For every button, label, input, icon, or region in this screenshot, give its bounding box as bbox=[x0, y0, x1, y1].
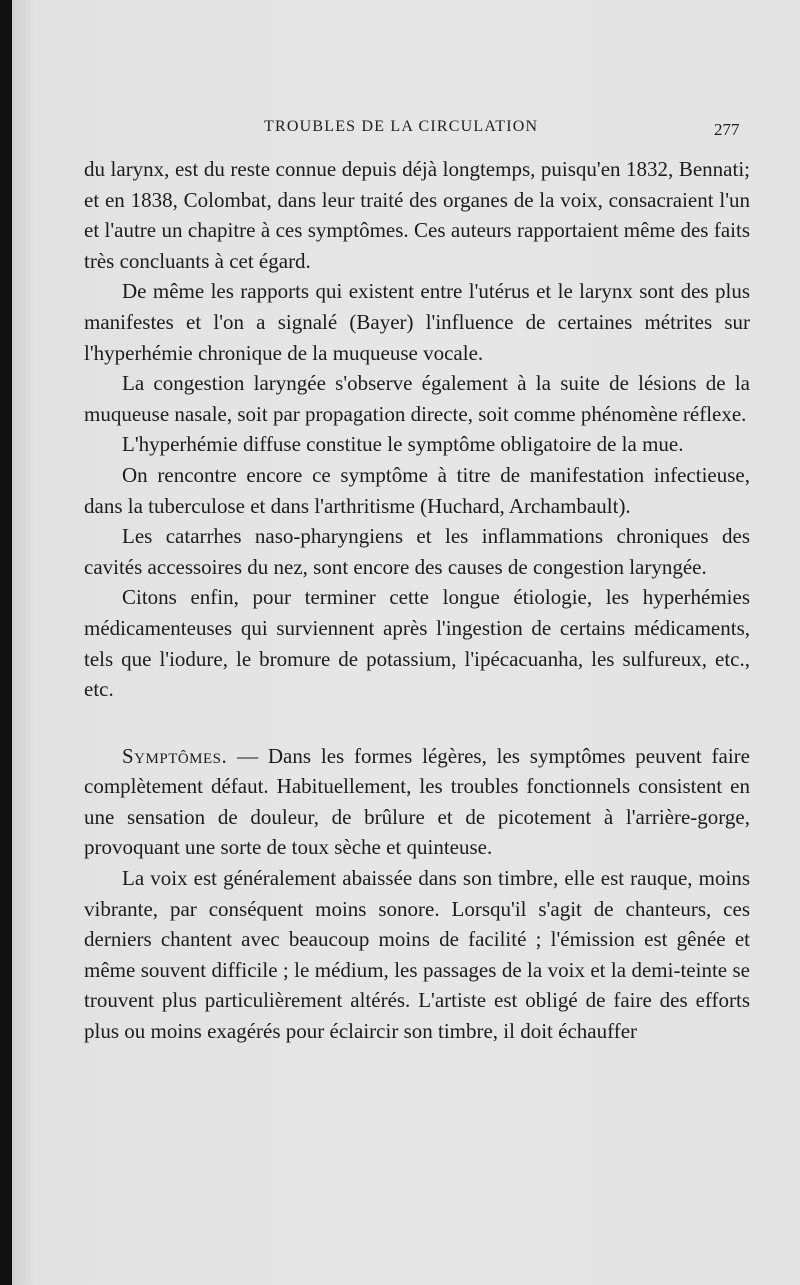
paragraph-medications: Citons enfin, pour terminer cette longue étiologie, les hyperhémies médicamenteuses qui surviennent après l'ingestion de certains médicaments, tels que l'iodure, le bromure de potassium, l'ipécacuanha, les sulfureux, etc., etc. bbox=[84, 585, 750, 702]
running-title: TROUBLES DE LA CIRCULATION bbox=[264, 118, 539, 135]
paragraph-mue: L'hyperhémie diffuse constitue le symptôme obligatoire de la mue. bbox=[122, 432, 684, 457]
paragraph-voice: La voix est généralement abaissée dans son timbre, elle est rauque, moins vibrante, par conséquent moins sonore. Lorsqu'il s'agit de chanteurs, ces derniers chantent avec beaucoup moins de facilité ; l'émission est gênée et même souvent difficile ; le médium, les passages de la voix et la demi-teinte se trouvent plus particulièrement altérés. L'artiste est obligé de faire des efforts plus ou moins exagérés pour éclaircir son timbre, il doit échauffer bbox=[84, 866, 750, 1044]
section-heading: Symptômes. bbox=[122, 743, 228, 768]
paragraph-infectious: On rencontre encore ce symptôme à titre de manifestation infectieuse, dans la tuberculose et dans l'arthritisme (Huchard, Archambault). bbox=[84, 462, 750, 518]
page-body bbox=[84, 154, 750, 1047]
page-number: 277 bbox=[714, 120, 740, 139]
paragraph-catarrhs: Les catarrhes naso-pharyngiens et les inflammations chroniques des cavités accessoires du nez, sont encore des causes de congestion laryngée. bbox=[84, 524, 750, 579]
paragraph-uterus-larynx: De même les rapports qui existent entre l'utérus et le larynx sont des plus manifestes et l'on a signalé (Bayer) l'influence de certaines métrites sur l'hyperhémie chronique de la muqueuse vocale. bbox=[84, 279, 750, 365]
page-header bbox=[12, 118, 800, 142]
paragraph-nasal-lesions: La congestion laryngée s'observe également à la suite de lésions de la muqueuse nasale, soit par propagation directe, soit comme phénomène réflexe. bbox=[84, 371, 750, 426]
book-page bbox=[12, 0, 800, 1285]
paragraph-continued: du larynx, est du reste connue depuis déjà longtemps, puisqu'en 1832, Bennati; et en 1838, Colombat, dans leur traité des organes de la voix, consacraient l'un et l'autre un chapitre à ces symptômes. Ces auteurs rapportaient même des faits très concluants à cet égard. bbox=[84, 157, 750, 273]
section-symptoms bbox=[84, 741, 750, 863]
section-text: — Dans les formes légères, les symptômes peuvent faire complètement défaut. Habituellement, les troubles fonctionnels consistent en une sensation de douleur, de brûlure et de picotement à l'arrière-gorge, provoquant une sorte de toux sèche et quinteuse. bbox=[84, 743, 750, 860]
